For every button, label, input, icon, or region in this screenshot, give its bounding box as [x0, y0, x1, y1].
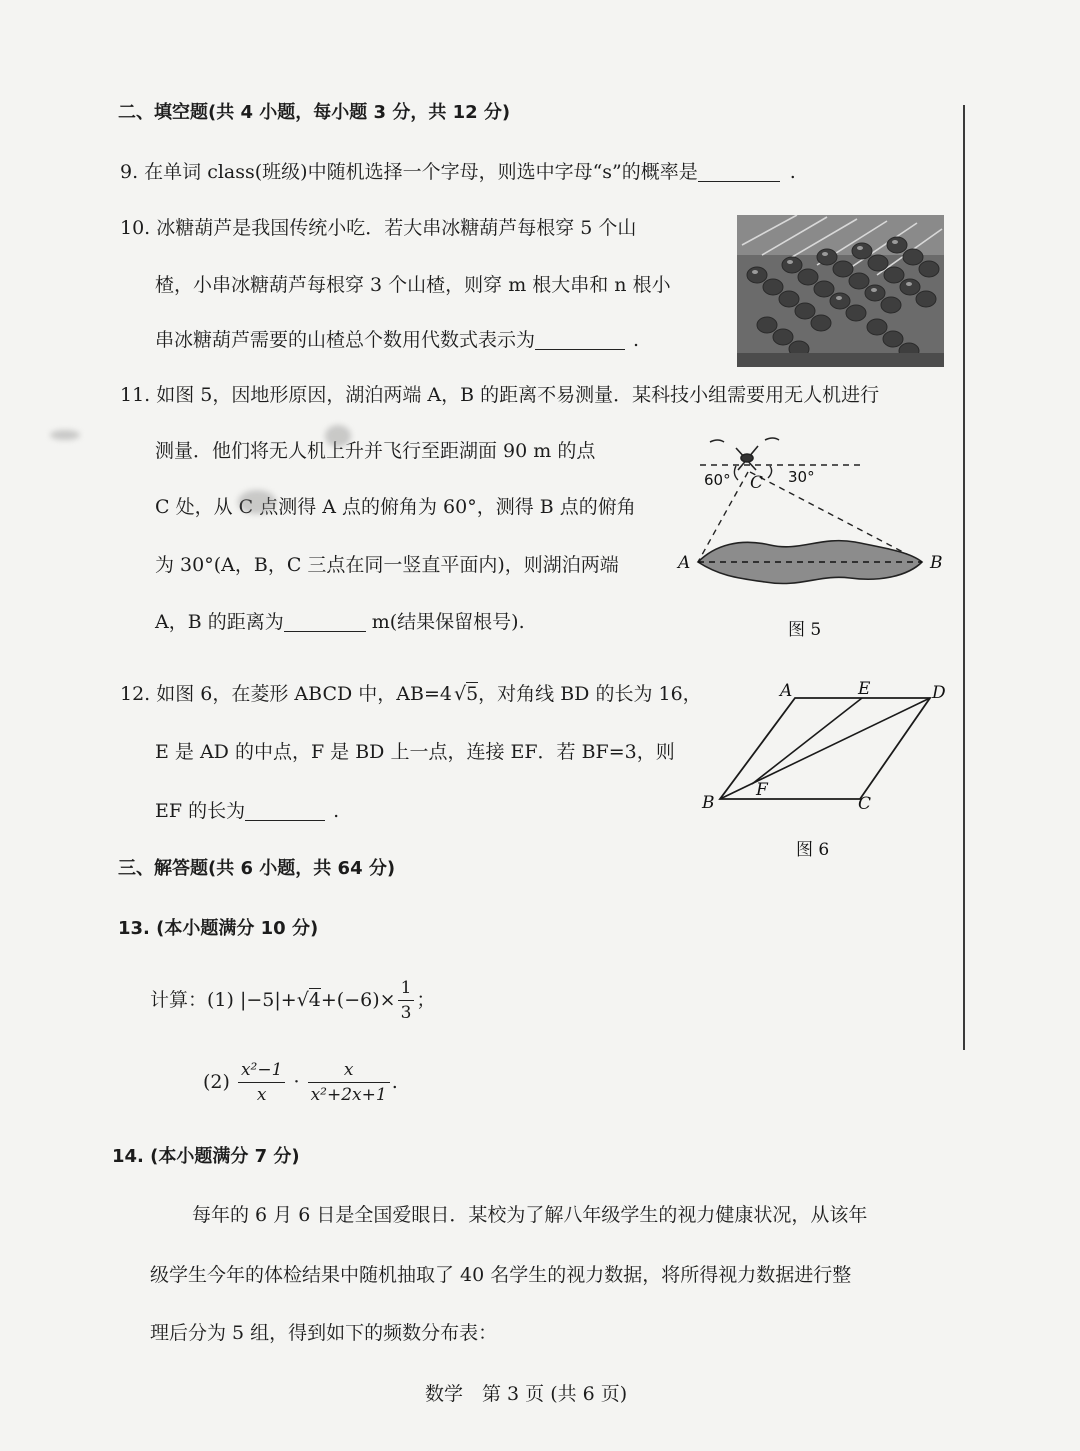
q13-part1-end: ； [416, 988, 436, 1011]
q14-line1: 每年的 6 月 6 日是全国爱眼日．某校为了解八年级学生的视力健康状况，从该年 [192, 1204, 868, 1226]
q10-line2: 楂，小串冰糖葫芦每根穿 3 个山楂，则穿 m 根大串和 n 根小 [155, 274, 671, 296]
q14-line2: 级学生今年的体检结果中随机抽取了 40 名学生的视力数据，将所得视力数据进行整 [150, 1264, 852, 1286]
fig6-label-F: F [756, 780, 768, 800]
diagonal-BD [720, 698, 930, 799]
page-footer: 数学 第 3 页 (共 6 页) [425, 1383, 628, 1405]
q13-part2-label: (2) [203, 1070, 230, 1093]
q13-title: 13. (本小题满分 10 分) [118, 918, 319, 939]
q12-line1a: 12. 如图 6，在菱形 ABCD 中，AB=4 [120, 683, 452, 705]
q10-line1: 10. 冰糖葫芦是我国传统小吃．若大串冰糖葫芦每根穿 5 个山 [120, 217, 637, 239]
scan-smudge [50, 430, 80, 440]
frac-denominator: 3 [400, 1003, 412, 1024]
q11-line2: 测量．他们将无人机上升并飞行至距湖面 90 m 的点 [155, 440, 596, 462]
angle-arc-30 [768, 466, 772, 478]
q14-title: 14. (本小题满分 7 分) [112, 1146, 300, 1167]
fig5-label-B: B [930, 553, 943, 573]
scan-smudge [238, 490, 276, 514]
q9-text: 9. 在单词 class(班级)中随机选择一个字母，则选中字母“s”的概率是 [120, 161, 698, 183]
fig6-label-A: A [780, 681, 793, 701]
q12-end: . [333, 800, 340, 822]
tanghulu-photo [737, 215, 944, 367]
q11-line4: 为 30°(A，B，C 三点在同一竖直平面内)，则湖泊两端 [155, 554, 619, 576]
scan-smudge [325, 425, 351, 447]
question-12-line1 [120, 685, 702, 704]
q13-part1-a: 计算：(1) |−5|+ [150, 988, 297, 1011]
figure-6 [690, 672, 960, 872]
q12-sqrt-radicand: 5 [466, 683, 479, 705]
fig5-label-A: A [678, 553, 691, 573]
question-11-line5 [155, 613, 525, 632]
q13-part1-sqrt-radicand: 4 [308, 988, 321, 1011]
fig6-label-B: B [702, 793, 715, 813]
fig6-label-C: C [858, 794, 872, 814]
q12-line3: EF 的长为 [155, 800, 246, 822]
fraction-2 [308, 1060, 390, 1106]
q12-blank [245, 802, 325, 821]
fig5-angle-30: 30° [788, 468, 815, 486]
frac-numerator: 1 [398, 978, 415, 1001]
q14-line3: 理后分为 5 组，得到如下的频数分布表： [150, 1322, 498, 1344]
q11-line5a: A，B 的距离为 [155, 611, 284, 633]
dot-operator: · [293, 1070, 300, 1093]
q13-part2 [203, 1060, 398, 1106]
margin-rule [963, 105, 965, 1050]
fig6-label-D: D [932, 683, 946, 703]
section2-heading: 二、填空题(共 4 小题，每小题 3 分，共 12 分) [118, 102, 511, 123]
q10-end: . [633, 329, 640, 351]
q10-line3: 串冰糖葫芦需要的山楂总个数用代数式表示为 [155, 329, 536, 351]
question-10-line3 [155, 331, 639, 350]
q13-part2-end: . [391, 1070, 398, 1093]
fig6-label-E: E [858, 679, 871, 699]
angle-arc-60 [734, 466, 738, 480]
fraction-one-third [398, 978, 415, 1024]
fig5-angle-60: 60° [704, 471, 731, 489]
fig6-caption: 图 6 [796, 840, 830, 860]
q9-end: . [789, 161, 796, 183]
figure-5 [670, 430, 960, 650]
q11-line1: 11. 如图 5，因地形原因，湖泊两端 A，B 的距离不易测量．某科技小组需要用无人机进行 [120, 384, 880, 406]
segment-EF [752, 698, 862, 784]
section3-heading: 三、解答题(共 6 小题，共 64 分) [118, 858, 396, 879]
fig5-caption: 图 5 [788, 620, 822, 640]
q11-line5b: m(结果保留根号). [371, 611, 525, 633]
q11-blank [284, 613, 366, 632]
question-12-line3 [155, 802, 339, 821]
question-9 [120, 163, 796, 182]
sqrt-icon: √ [296, 988, 309, 1011]
q10-blank [535, 331, 625, 350]
q13-part1 [150, 978, 435, 1024]
fraction-1 [238, 1060, 285, 1106]
q13-part1-b: +(−6)× [320, 988, 396, 1011]
sqrt-icon: √ [453, 683, 467, 705]
q11-line3: C 处，从 C 点测得 A 点的俯角为 60°，测得 B 点的俯角 [155, 496, 636, 518]
frac-numerator: x [308, 1060, 390, 1083]
frac-denominator: x [256, 1085, 267, 1106]
q12-line1c: ，对角线 BD 的长为 16， [478, 683, 702, 705]
q12-line2: E 是 AD 的中点，F 是 BD 上一点，连接 EF．若 BF=3，则 [155, 741, 675, 763]
q9-blank [698, 163, 780, 182]
fig5-label-C: C [750, 473, 764, 493]
frac-numerator: x²−1 [238, 1060, 285, 1083]
frac-denominator: x²+2x+1 [310, 1085, 387, 1106]
